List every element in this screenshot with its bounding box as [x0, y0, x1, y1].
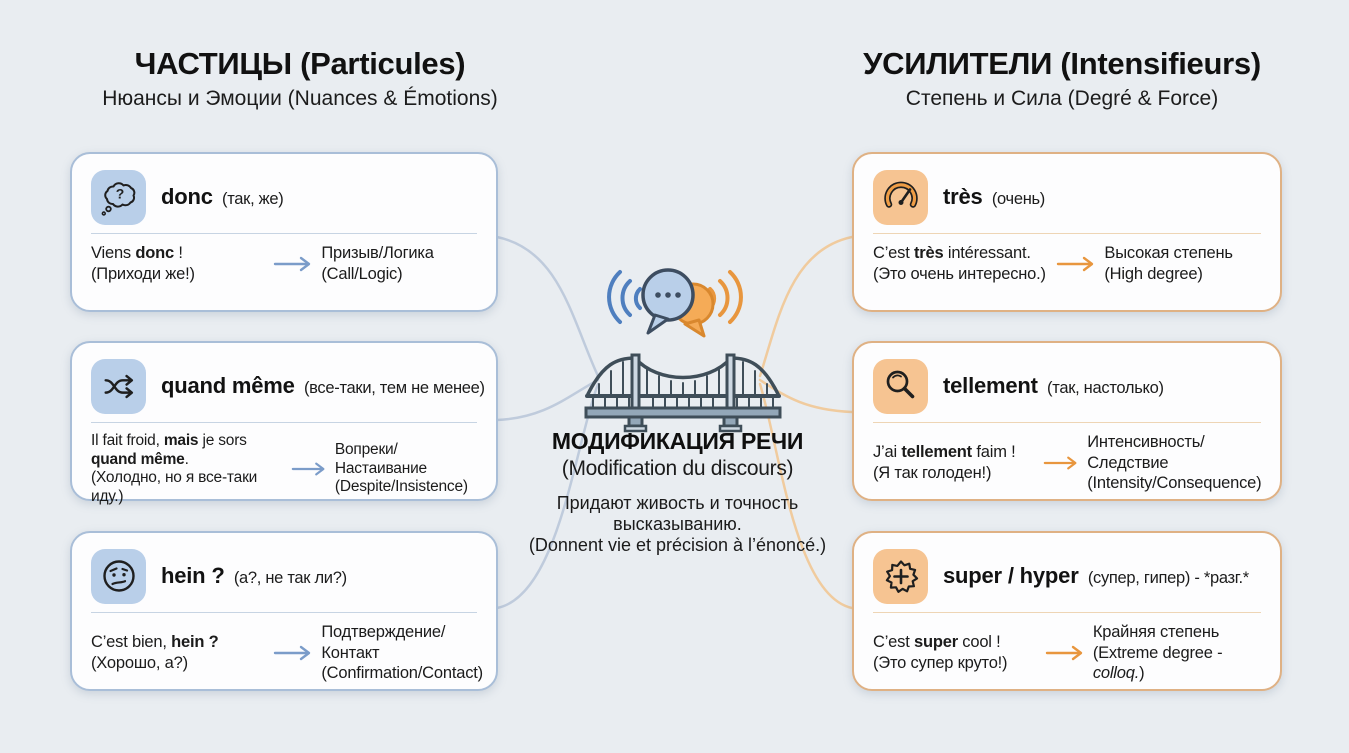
function-ru: Крайняя степень [1092, 623, 1220, 641]
right-arrow-icon [1043, 455, 1079, 471]
card-tellement [852, 341, 1282, 501]
keyword-note: (так, же) [222, 190, 284, 208]
right-column-header [802, 46, 1322, 111]
card-divider [91, 612, 477, 613]
function-en: (Extreme degree - colloq.) [1092, 643, 1223, 683]
center-description-fr: (Donnent vie et précision à l’énoncé.) [528, 535, 827, 555]
right-arrow-icon [1045, 645, 1085, 661]
example-block [873, 632, 1037, 673]
function-ru: Призыв/Логика [321, 244, 434, 262]
speech-bubbles-icon [592, 260, 758, 352]
center-description-ru-2: высказыванию. [613, 514, 742, 534]
example-french: C’est bien, hein ? [91, 633, 219, 652]
right-arrow-icon [291, 461, 327, 477]
example-french: C’est très intéressant. [873, 244, 1031, 262]
keyword-note: (а?, не так ли?) [233, 569, 347, 587]
function-block [335, 441, 477, 497]
function-en: (Despite/Insistence) [334, 478, 468, 496]
left-column-title: ЧАСТИЦЫ (Particules) [134, 46, 466, 81]
center-title: МОДИФИКАЦИЯ РЕЧИ [551, 428, 804, 454]
center-text-block [505, 428, 850, 556]
example-translation: (Хорошо, а?) [91, 653, 188, 672]
example-block [873, 442, 1035, 483]
card-tres [852, 152, 1282, 312]
card-quand-meme [70, 341, 498, 505]
card-divider [873, 612, 1261, 613]
keyword: super / hyper [943, 563, 1079, 588]
function-en: (Call/Logic) [321, 264, 403, 283]
example-translation: (Приходи же!) [91, 264, 195, 283]
keyword-note: (все-таки, тем не менее) [303, 379, 485, 397]
suspension-bridge-icon [583, 346, 783, 434]
left-column-header [40, 46, 560, 111]
keyword: très [943, 184, 983, 209]
keyword-note: (супер, гипер) - *разг.* [1087, 569, 1249, 587]
function-ru: Высокая степень [1104, 244, 1233, 262]
svg-text:?: ? [115, 185, 124, 202]
function-ru: Подтверждение/Контакт [321, 623, 446, 662]
example-block [91, 632, 265, 673]
function-block [1093, 622, 1261, 684]
card-donc [70, 152, 498, 312]
example-block [91, 243, 265, 284]
example-translation: (Это очень интересно.) [873, 264, 1046, 283]
function-block [1087, 432, 1261, 494]
right-arrow-icon [273, 256, 313, 272]
keyword: quand même [161, 373, 295, 398]
function-en: (High degree) [1104, 264, 1203, 283]
function-block [321, 622, 483, 684]
magnifier-icon [873, 359, 928, 414]
thought-cloud-question-icon [91, 170, 146, 225]
function-block [321, 243, 477, 284]
example-translation: (Холодно, но я все-таки иду.) [91, 469, 258, 505]
right-arrow-icon [273, 645, 313, 661]
example-french: Il fait froid, mais je sors quand même. [91, 432, 247, 468]
function-ru: Вопреки/Настаивание [334, 441, 427, 477]
keyword: donc [161, 184, 213, 209]
example-translation: (Это супер круто!) [873, 653, 1008, 672]
right-column-title: УСИЛИТЕЛИ (Intensifieurs) [863, 46, 1261, 81]
example-french: Viens donc ! [91, 244, 183, 262]
shuffle-arrows-icon [91, 359, 146, 414]
card-divider [91, 422, 477, 423]
example-block [873, 243, 1048, 284]
keyword: hein ? [161, 563, 225, 588]
example-french: C’est super cool ! [873, 633, 1001, 652]
example-translation: (Я так голоден!) [873, 463, 992, 482]
center-subtitle: (Modification du discours) [561, 457, 794, 480]
function-en: (Confirmation/Contact) [321, 664, 483, 683]
keyword-note: (очень) [991, 190, 1045, 208]
function-ru: Интенсивность/Следствие [1087, 433, 1205, 472]
skeptical-face-icon [91, 549, 146, 604]
left-column-subtitle: Нюансы и Эмоции (Nuances & Émotions) [102, 87, 498, 110]
function-en: (Intensity/Consequence) [1087, 474, 1262, 493]
gauge-icon [873, 170, 928, 225]
function-block [1104, 243, 1261, 284]
card-super-hyper [852, 531, 1282, 691]
card-divider [873, 422, 1261, 423]
example-french: J’ai tellement faim ! [873, 443, 1016, 462]
right-column-subtitle: Степень и Сила (Degré & Force) [905, 87, 1219, 110]
right-arrow-icon [1056, 256, 1096, 272]
card-hein [70, 531, 498, 691]
burst-plus-icon [873, 549, 928, 604]
card-divider [873, 233, 1261, 234]
center-description-ru: Придают живость и точность [556, 493, 799, 513]
keyword: tellement [943, 373, 1038, 398]
keyword-note: (так, настолько) [1047, 379, 1164, 397]
card-divider [91, 233, 477, 234]
example-block [91, 432, 283, 506]
